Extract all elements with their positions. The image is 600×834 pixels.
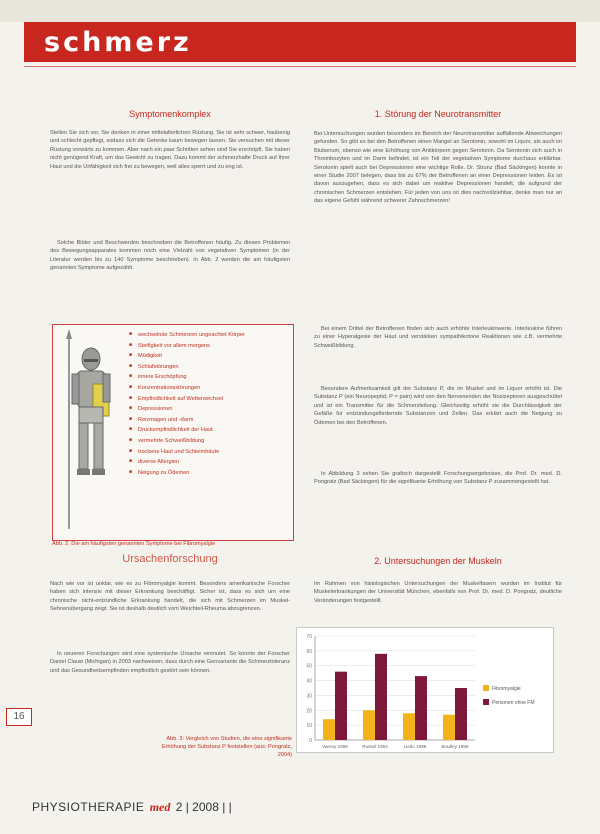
paragraph-left-1: Stellen Sie sich vor, Sie denken in einer mittelalterlichen Rüstung. Sie ist sehr schwer, haubenig und schlecht gepflegt, sodass sich die Gelenke kaum bewegen lassen. Sie versuchen mit dieser Rüstung vorwärts zu kommen. Aber nach ein paar Schritten sehen sind Sie erschöpft. Sie haben nicht genügend Kraft, um das Gewicht zu tragen. Dazu kommt der schmerzhafte Druck auf Ihrer Haut und die Unfähigkeit sich frei zu bewegen, weil alles sperrt und zu eng ist. <box>50 130 290 170</box>
y-tick-label: 60 <box>306 648 312 655</box>
heading-ursachenforschung: Ursachenforschung <box>122 553 218 565</box>
x-tick-label: Liedo 1998 <box>403 744 427 749</box>
symptom-item: ■ Depressionen <box>129 404 245 415</box>
heading-muskeln: 2. Untersuchungen der Muskeln <box>374 556 502 566</box>
legend-swatch <box>483 685 489 691</box>
paragraph-left-3: Nach wie vor ist unklar, wie es zu Fibromyalgie kommt. Besonders amerikanische Forscher haben sich intensiv mit dieser Erkrankung beschäftigt. Sicher ist, dass es sich um eine chronische nicht-entzündliche Erkrankung handelt, die sich mit Schmerzen im Muskel-Sehnenübergang zeigt. Sie ist deshalb deutlich vom Weichteil-Rheuma abzugrenzen. <box>50 581 290 613</box>
paragraph-right-2: Bei einem Drittel der Betroffenen finden sich auch erhöhte Interleukinwerte. Interleukine führen zu einer Hyperalgesie der Haut und verstärken sympathikotone Reaktionen wie z.B. vermehrte Schweißbildung. <box>314 326 562 349</box>
symptom-item: ■ innere Erschöpfung <box>129 372 245 383</box>
symptom-item: ■ wechselnde Schmerzen ungeachtet Körper <box>129 330 245 341</box>
section-title: schmerz <box>44 27 192 58</box>
symptom-item: ■ Reizmagen und -darm <box>129 415 245 426</box>
symptom-item: ■ trockene Haut und Schleimhäute <box>129 447 245 458</box>
symptom-item: ■ Empfindlichkeit auf Wetterwechsel <box>129 394 245 405</box>
bar <box>415 676 427 740</box>
paragraph-right-1: Bei Untersuchungen wurden besonders im Bereich der Neurotransmitter auffallende Abweichungen gefunden. So gibt es bei den Betroffenen einen Mangel an Serotonin, sowohl im Liquor, als auch im Blutserum, ebenso wie eine Erhöhung von Antikörpern gegen Serotonin. Da Serotonin sich auch in Thrombozyten und im Darm befindet, ist ein Teil der vegetativen Symptome durchaus erklärbar. Serotonin spielt auch bei Depressionen eine wichtige Rolle. Dr. Strunz (Bad Säckingen) konnte in einer Studie 2007 belegen, dass bis zu 67% der Betroffenen an einer Depressionen leiden. Es ist davon auszugehen, dass es sich dabei um reaktive Depressionen handelt, die aufgrund der chronischen Schmerzen entstehen. Für jeden von uns ist dies nachvollziehbar, denke man nur an das eigene Gefühl während schwerer Zahnschmerzen! <box>314 131 562 205</box>
symptom-item: ■ Druckempfindlichkeit der Haut <box>129 425 245 436</box>
bar <box>375 654 387 740</box>
bar <box>335 672 347 740</box>
paragraph-right-4: In Abbildung 3 sehen Sie grafisch dargestellt Forschungsergebnisse, die Prof. Dr. med. D. Pongratz (Bad Säckingen) für die signifikante Erhöhung von Substanz P zusammengestellt hat. <box>314 471 562 486</box>
substance-p-bar-chart <box>296 627 554 753</box>
bar <box>363 710 375 740</box>
bar <box>443 715 455 740</box>
symptom-list <box>129 330 245 478</box>
bar <box>403 713 415 740</box>
x-tick-label: Bradley 1996 <box>441 744 469 749</box>
symptom-item: ■ Neigung zu Ödemen <box>129 468 245 479</box>
symptom-item: ■ Steifigkeit vor allem morgens <box>129 341 245 352</box>
figure-symptoms <box>52 324 294 541</box>
footer <box>32 800 232 815</box>
y-tick-label: 40 <box>306 678 312 685</box>
figure-caption: Abb. 2: Die am häufigsten genannten Symptome bei Fibromyalgie <box>52 541 216 547</box>
page-top-band <box>0 0 600 22</box>
footer-brand: PHYSIOTHERAPIE <box>32 800 145 814</box>
symptom-item: ■ vermehrte Schweißbildung <box>129 436 245 447</box>
footer-issue: 2 | 2008 | | <box>175 800 232 814</box>
paragraph-left-4: In neueren Forschungen wird eine systemische Ursache vermutet. So konnte der Forscher Daniel Clauw (Michigan) in 2003 nachweisen, dass durch eine Genvariante die Schmerztoleranz und das Gesundheitsempfinden empfindlich gestört sein können. <box>50 651 290 674</box>
bar <box>323 719 335 740</box>
y-tick-label: 20 <box>306 708 312 715</box>
symptom-item: ■ Schlafstörungen <box>129 362 245 373</box>
chart-svg <box>297 628 553 752</box>
knight-armor-illustration <box>59 329 121 535</box>
heading-symptomenkomplex: Symptomenkomplex <box>129 109 211 119</box>
header-rule <box>24 66 576 67</box>
paragraph-left-2: Solche Bilder und Beschwerden beschreiben die Betroffenen häufig. Zu diesen Problemen des Bewegungsapparates kommen noch eine Vielzahl von vegetativen Symptomen (in der Literatur werden bis zu 140 Symptome beschrieben). In Abb. 2 werden die am häufigsten genannten Symptome aufgezählt. <box>50 240 290 272</box>
paragraph-right-5: Im Rahmen von histologischen Untersuchungen der Muskelfasern wurden im Institut für Muskelerkrankungen der Universität München, ebenfalls von Prof. Dr. med. D. Pongratz, deutliche Veränderungen festgestellt. <box>314 581 562 604</box>
x-tick-label: Vaeroy 1988 <box>322 744 348 749</box>
chart-caption: Abb. 3: Vergleich von Studien, die eine signifikante Erhöhung der Substanz P feststellen (aus: Pongratz, 2004) <box>161 736 292 758</box>
legend-label: Fibromyalgie <box>492 686 521 692</box>
y-tick-label: 30 <box>306 693 312 700</box>
symptom-item: ■ diverse Allergien <box>129 457 245 468</box>
y-tick-label: 0 <box>309 738 312 744</box>
symptom-item: ■ Konzentrationsstörungen <box>129 383 245 394</box>
paragraph-right-3: Besondere Aufmerksamkeit gilt der Substanz P, die im Muskel und im Liquor erhöht ist. Die Substanz P (ein Neuropeptid, P = pain) wird von den Nervenenden der Nozizeptoren ausgeschüttet und ist ein Transmitter für die Schmerzleitung. Gleichzeitig erhöht sie die Durchlässigkeit der Gefäße für entzündungsfördernde Substanzen und Zellen. Das erklärt auch die Neigung zu Ödemen bei den Betroffenen. <box>314 386 562 426</box>
x-tick-label: Russel 1994 <box>362 744 388 749</box>
symptom-item: ■ Müdigkeit <box>129 351 245 362</box>
y-tick-label: 70 <box>306 634 312 640</box>
bar <box>455 688 467 740</box>
footer-brand-mark: med <box>149 800 171 814</box>
page-number: 16 <box>6 708 32 726</box>
y-tick-label: 50 <box>306 663 312 670</box>
y-tick-label: 10 <box>306 723 312 730</box>
heading-neurotransmitter: 1. Störung der Neurotransmitter <box>374 109 502 119</box>
legend-swatch <box>483 699 489 705</box>
legend-label: Personen ohne FM <box>492 700 535 706</box>
